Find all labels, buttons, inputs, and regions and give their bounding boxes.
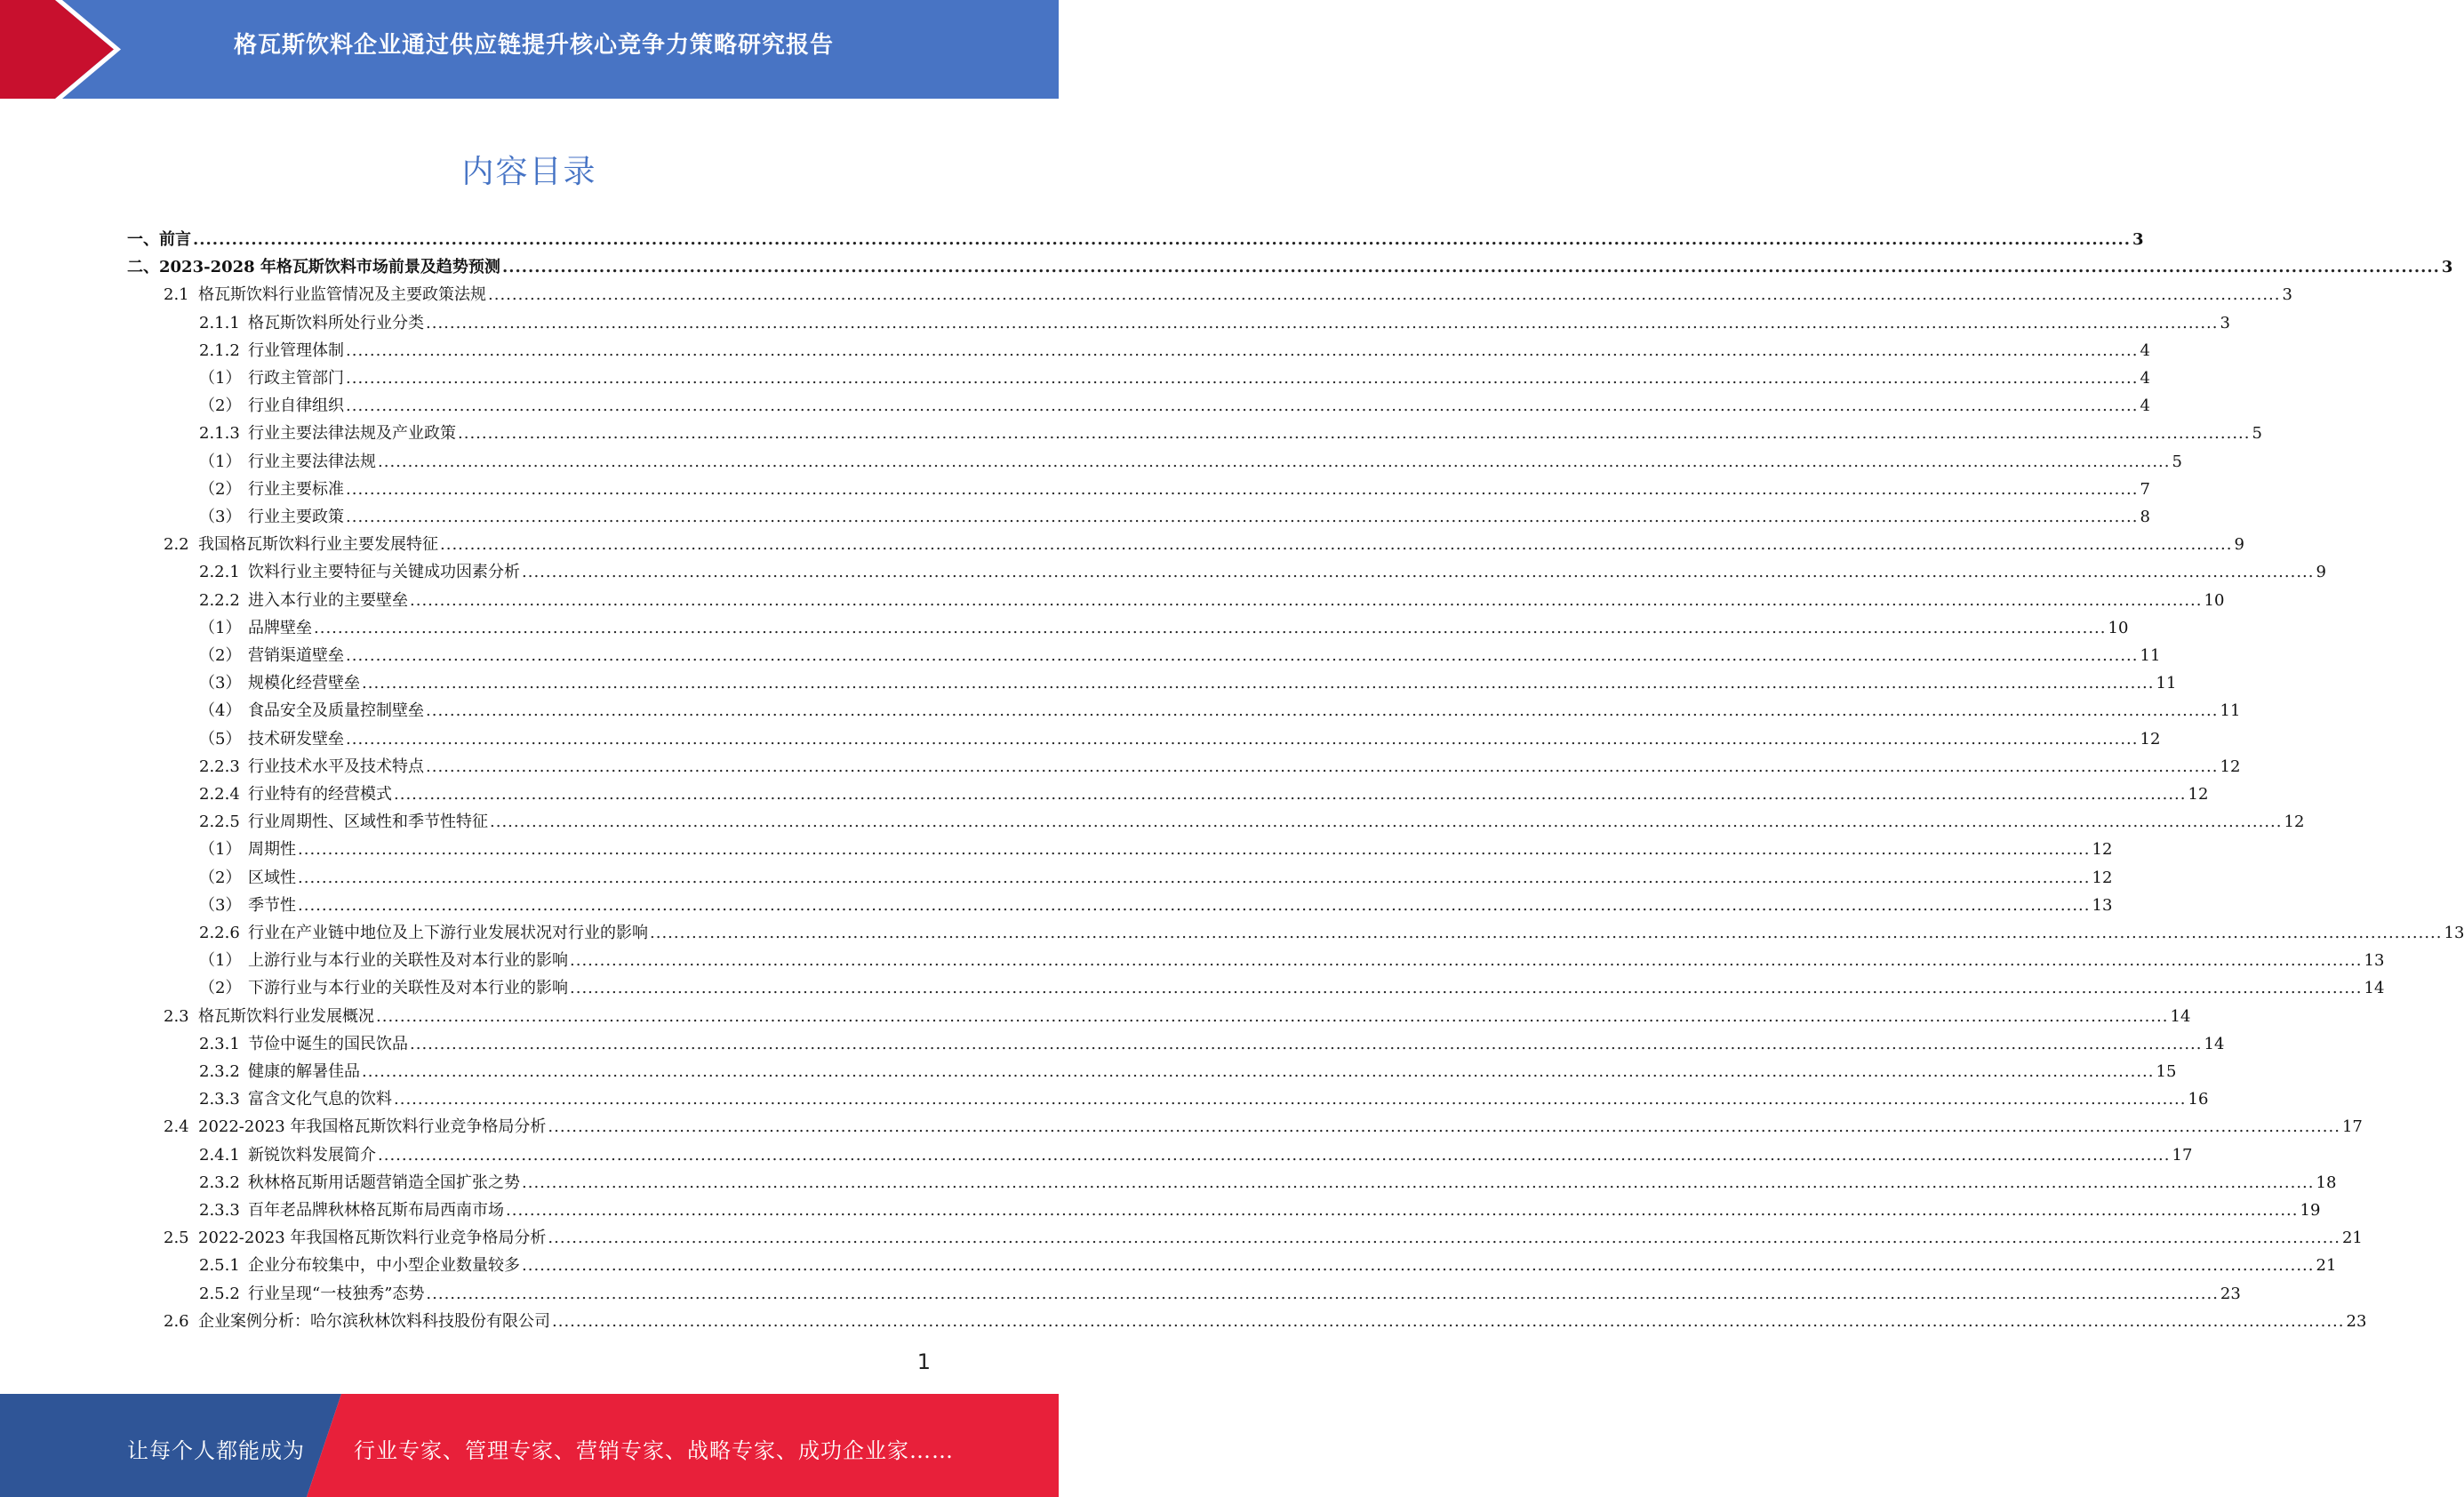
toc-entry-page: 11	[2140, 646, 2161, 665]
toc-entry[interactable]	[199, 1197, 2321, 1224]
toc-entry-label: 企业分布较集中，中小型企业数量较多	[248, 1256, 520, 1276]
toc-entry[interactable]	[199, 420, 2262, 447]
toc-entry[interactable]	[199, 1085, 2209, 1113]
toc-entry-label: 行业在产业链中地位及上下游行业发展状况对行业的影响	[248, 924, 648, 942]
toc-entry-page: 4	[2140, 396, 2150, 416]
toc-entry[interactable]	[199, 448, 2182, 476]
toc-entry[interactable]	[199, 864, 2113, 892]
toc-entry-label: 行业主要法律法规及产业政策	[248, 424, 456, 444]
toc-entry[interactable]	[199, 1030, 2225, 1058]
toc-entry-number: 2.3.2	[199, 1173, 240, 1192]
toc-entry-page: 14	[2170, 1006, 2191, 1026]
toc-entry-page: 12	[2220, 757, 2241, 776]
toc-entry-page: 3	[2132, 230, 2144, 249]
toc-entry-number: （2）	[199, 396, 242, 416]
toc-leader-dots: ............................................................................................................................................................................................................................................................................................................	[548, 1117, 2340, 1137]
toc-leader-dots: ............................................................................................................................................................................................................................................................................................................	[410, 1034, 2203, 1053]
toc-entry-label: 进入本行业的主要壁垒	[248, 590, 408, 610]
toc-entry-number: 2.2.2	[199, 590, 240, 610]
toc-entry-page: 21	[2341, 1229, 2363, 1248]
toc-entry[interactable]	[199, 1058, 2177, 1085]
toc-entry-number: （1）	[199, 951, 242, 971]
toc-entry-page: 17	[2172, 1145, 2193, 1165]
toc-entry[interactable]	[199, 309, 2230, 337]
toc-entry-page: 16	[2188, 1090, 2209, 1109]
toc-entry-page: 3	[2441, 258, 2453, 277]
toc-entry-label: 2022-2023 年我国格瓦斯饮料行业竞争格局分析	[198, 1117, 547, 1137]
page-number: 1	[916, 1349, 931, 1374]
toc-entry-number: 2.1.1	[199, 313, 240, 332]
toc-entry-label: 秋林格瓦斯用话题营销造全国扩张之势	[248, 1173, 520, 1192]
toc-entry-number: 2.5.1	[199, 1256, 240, 1276]
toc-entry-number: （2）	[199, 979, 242, 998]
toc-entry-number: （1）	[199, 840, 242, 860]
toc-leader-dots: ............................................................................................................................................................................................................................................................................................................	[440, 535, 2233, 555]
toc-leader-dots: ............................................................................................................................................................................................................................................................................................................	[522, 1173, 2315, 1192]
toc-entry-label: 前言	[159, 230, 191, 249]
toc-leader-dots: ............................................................................................................................................................................................................................................................................................................	[522, 563, 2315, 582]
toc-leader-dots: ............................................................................................................................................................................................................................................................................................................	[314, 618, 2107, 637]
toc-entry-page: 10	[2204, 590, 2225, 610]
toc-entry-label: 周期性	[248, 840, 296, 860]
toc-leader-dots: ............................................................................................................................................................................................................................................................................................................	[346, 646, 2139, 665]
toc-entry-number: （2）	[199, 868, 242, 887]
toc-entry[interactable]	[199, 892, 2113, 919]
toc-entry-number: （1）	[199, 618, 242, 637]
toc-leader-dots: ............................................................................................................................................................................................................................................................................................................	[490, 813, 2283, 832]
toc-leader-dots: ............................................................................................................................................................................................................................................................................................................	[376, 1006, 2169, 1026]
toc-leader-dots: ............................................................................................................................................................................................................................................................................................................	[506, 1201, 2299, 1220]
footer-band	[0, 1394, 1059, 1497]
toc-entry-number: （3）	[199, 895, 242, 915]
toc-entry-page: 14	[2204, 1034, 2225, 1053]
toc-leader-dots: ............................................................................................................................................................................................................................................................................................................	[346, 508, 2139, 526]
toc-leader-dots: ............................................................................................................................................................................................................................................................................................................	[570, 951, 2363, 971]
toc-entry-label: 格瓦斯饮料所处行业分类	[248, 313, 424, 332]
toc-entry-number: 2.3.3	[199, 1201, 240, 1220]
toc-entry-label: 营销渠道壁垒	[248, 646, 344, 665]
toc-leader-dots: ............................................................................................................................................................................................................................................................................................................	[346, 369, 2139, 388]
toc-entry-page: 12	[2092, 840, 2113, 860]
toc-entry-page: 18	[2316, 1173, 2337, 1192]
toc-entry-page: 4	[2140, 369, 2150, 388]
toc-leader-dots: ............................................................................................................................................................................................................................................................................................................	[426, 1284, 2219, 1303]
toc-entry[interactable]	[164, 281, 2292, 308]
toc-entry-label: 行业技术水平及技术特点	[248, 757, 424, 776]
toc-leader-dots: ............................................................................................................................................................................................................................................................................................................	[298, 895, 2091, 915]
toc-entry-label: 我国格瓦斯饮料行业主要发展特征	[198, 535, 438, 555]
toc-entry-label: 行业主要标准	[248, 479, 344, 499]
toc-entry-page: 5	[2172, 452, 2182, 471]
toc-leader-dots: ............................................................................................................................................................................................................................................................................................................	[346, 729, 2139, 748]
toc-entry-number: 2.1.2	[199, 340, 240, 360]
toc-entry-number: 二、	[127, 258, 159, 277]
toc-entry-page: 3	[2282, 285, 2292, 305]
toc-leader-dots: ............................................................................................................................................................................................................................................................................................................	[426, 313, 2219, 332]
toc-entry-label: 行业主要法律法规	[248, 452, 376, 471]
toc-entry-page: 7	[2140, 479, 2150, 499]
toc-entry-number: （1）	[199, 369, 242, 388]
toc-entry-label: 行业自律组织	[248, 396, 344, 416]
toc-entry[interactable]	[164, 531, 2244, 558]
toc-entry[interactable]	[164, 1308, 2367, 1335]
footer-slogan-left: 让每个人都能成为	[127, 1438, 305, 1463]
toc-leader-dots: ............................................................................................................................................................................................................................................................................................................	[193, 230, 2131, 249]
toc-entry[interactable]	[199, 642, 2161, 669]
toc-entry-number: 2.2.4	[199, 785, 240, 804]
toc-leader-dots: ............................................................................................................................................................................................................................................................................................................	[362, 674, 2155, 693]
toc-entry-label: 行业主要政策	[248, 508, 344, 526]
toc-entry-number: 2.4	[164, 1117, 189, 1137]
toc-entry-page: 13	[2092, 895, 2113, 915]
toc-entry-label: 格瓦斯饮料行业发展概况	[198, 1006, 374, 1026]
toc-entry-label: 格瓦斯饮料行业监管情况及主要政策法规	[198, 285, 486, 305]
toc-entry-page: 9	[2234, 535, 2244, 555]
toc-entry[interactable]	[164, 1224, 2363, 1252]
toc-entry-page: 21	[2316, 1256, 2337, 1276]
toc-entry[interactable]	[199, 392, 2150, 420]
toc-leader-dots: ............................................................................................................................................................................................................................................................................................................	[488, 285, 2281, 305]
toc-leader-dots: ............................................................................................................................................................................................................................................................................................................	[426, 701, 2219, 721]
toc-entry-label: 节俭中诞生的国民饮品	[248, 1034, 408, 1053]
toc-entry-number: （1）	[199, 452, 242, 471]
toc-entry[interactable]	[199, 1280, 2241, 1308]
toc-entry-page: 15	[2156, 1062, 2177, 1081]
toc-leader-dots: ............................................................................................................................................................................................................................................................................................................	[650, 924, 2443, 942]
toc-entry[interactable]	[199, 364, 2150, 392]
toc-entry[interactable]	[199, 753, 2241, 781]
toc-entry-number: 2.2.6	[199, 924, 240, 942]
toc-entry[interactable]	[164, 1003, 2191, 1030]
toc-entry-number: 2.3.2	[199, 1062, 240, 1081]
toc-entry[interactable]	[199, 476, 2150, 503]
toc-leader-dots: ............................................................................................................................................................................................................................................................................................................	[346, 340, 2139, 360]
toc-leader-dots: ............................................................................................................................................................................................................................................................................................................	[548, 1229, 2340, 1248]
toc-entry-page: 12	[2284, 813, 2305, 832]
toc-entry-number: 2.4.1	[199, 1145, 240, 1165]
toc-entry-page: 9	[2316, 563, 2326, 582]
toc-entry-number: （2）	[199, 646, 242, 665]
toc-entry[interactable]	[199, 587, 2225, 614]
toc-entry-label: 行政主管部门	[248, 369, 344, 388]
toc-entry-number: 2.5	[164, 1229, 189, 1248]
toc-entry-page: 23	[2220, 1284, 2241, 1303]
toc-entry-number: 2.1.3	[199, 424, 240, 444]
toc-entry[interactable]	[199, 614, 2129, 642]
toc-entry[interactable]	[164, 1113, 2363, 1141]
toc-entry-page: 17	[2341, 1117, 2363, 1137]
toc-entry-number: 2.1	[164, 285, 189, 305]
footer-slogan-right: 行业专家、管理专家、营销专家、战略专家、成功企业家……	[354, 1438, 954, 1463]
toc-entry-label: 新锐饮料发展简介	[248, 1145, 376, 1165]
toc-entry-label: 行业周期性、区域性和季节性特征	[248, 813, 488, 832]
toc-entry[interactable]	[199, 947, 2385, 974]
toc-entry-label: 行业管理体制	[248, 340, 344, 360]
toc-entry-label: 企业案例分析：哈尔滨秋林饮料科技股份有限公司	[198, 1311, 550, 1331]
toc-entry-number: 一、	[127, 230, 159, 249]
toc-entry[interactable]	[127, 226, 2144, 253]
toc-entry-label: 2023-2028 年格瓦斯饮料市场前景及趋势预测	[159, 258, 500, 277]
toc-entry[interactable]	[199, 1169, 2337, 1197]
toc-entry-number: （3）	[199, 508, 242, 526]
toc-entry-label: 行业特有的经营模式	[248, 785, 392, 804]
toc-leader-dots: ............................................................................................................................................................................................................................................................................................................	[346, 479, 2139, 499]
toc-entry-page: 14	[2364, 979, 2385, 998]
toc-entry[interactable]	[199, 836, 2113, 863]
toc-entry-page: 8	[2140, 508, 2150, 526]
toc-entry-number: 2.2.5	[199, 813, 240, 832]
toc-entry-number: 2.2	[164, 535, 189, 555]
toc-entry-page: 12	[2188, 785, 2209, 804]
toc-entry-label: 下游行业与本行业的关联性及对本行业的影响	[248, 979, 568, 998]
toc-entry-page: 4	[2140, 340, 2150, 360]
toc-leader-dots: ............................................................................................................................................................................................................................................................................................................	[570, 979, 2363, 998]
toc-entry[interactable]	[199, 974, 2385, 1002]
toc-entry-label: 食品安全及质量控制壁垒	[248, 701, 424, 721]
toc-entry-number: 2.3	[164, 1006, 189, 1026]
toc-entry-label: 规模化经营壁垒	[248, 674, 360, 693]
toc-entry[interactable]	[199, 919, 2464, 947]
toc-entry-page: 23	[2346, 1311, 2367, 1331]
toc-entry-label: 技术研发壁垒	[248, 729, 344, 748]
toc-entry[interactable]	[199, 808, 2305, 836]
toc-leader-dots: ............................................................................................................................................................................................................................................................................................................	[426, 757, 2219, 776]
toc-entry-label: 饮料行业主要特征与关键成功因素分析	[248, 563, 520, 582]
toc-leader-dots: ............................................................................................................................................................................................................................................................................................................	[346, 396, 2139, 416]
toc-entry-number: 2.2.1	[199, 563, 240, 582]
toc-leader-dots: ............................................................................................................................................................................................................................................................................................................	[362, 1062, 2155, 1081]
toc-entry-number: （3）	[199, 674, 242, 693]
toc-entry[interactable]	[199, 725, 2161, 753]
toc-entry-label: 区域性	[248, 868, 296, 887]
toc-entry-number: 2.6	[164, 1311, 189, 1331]
toc-entry-number: （5）	[199, 729, 242, 748]
toc-entry-page: 19	[2300, 1201, 2321, 1220]
toc-leader-dots: ............................................................................................................................................................................................................................................................................................................	[501, 258, 2440, 277]
toc-entry[interactable]	[199, 697, 2241, 724]
toc-entry-label: 上游行业与本行业的关联性及对本行业的影响	[248, 951, 568, 971]
toc-leader-dots: ............................................................................................................................................................................................................................................................................................................	[458, 424, 2251, 444]
toc-entry-page: 3	[2220, 313, 2230, 332]
toc-leader-dots: ............................................................................................................................................................................................................................................................................................................	[522, 1256, 2315, 1276]
toc-entry-label: 品牌壁垒	[248, 618, 312, 637]
toc-leader-dots: ............................................................................................................................................................................................................................................................................................................	[378, 452, 2171, 471]
toc-entry-page: 11	[2220, 701, 2241, 721]
toc-entry-number: （4）	[199, 701, 242, 721]
toc-entry[interactable]	[199, 1252, 2337, 1279]
toc-leader-dots: ............................................................................................................................................................................................................................................................................................................	[298, 868, 2091, 887]
toc-entry-page: 5	[2252, 424, 2262, 444]
toc-entry-page: 12	[2092, 868, 2113, 887]
toc-entry[interactable]	[199, 1141, 2193, 1169]
header-band	[0, 0, 1059, 99]
toc-title: 内容目录	[461, 154, 597, 190]
toc-entry-label: 富含文化气息的饮料	[248, 1090, 392, 1109]
report-title: 格瓦斯饮料企业通过供应链提升核心竞争力策略研究报告	[233, 32, 834, 59]
toc-leader-dots: ............................................................................................................................................................................................................................................................................................................	[378, 1145, 2171, 1165]
toc-leader-dots: ............................................................................................................................................................................................................................................................................................................	[394, 785, 2187, 804]
toc-leader-dots: ............................................................................................................................................................................................................................................................................................................	[410, 590, 2203, 610]
toc-entry-page: 13	[2364, 951, 2385, 971]
toc-entry-label: 季节性	[248, 895, 296, 915]
toc-entry[interactable]	[199, 558, 2326, 586]
toc-entry-number: 2.3.1	[199, 1034, 240, 1053]
toc-leader-dots: ............................................................................................................................................................................................................................................................................................................	[298, 840, 2091, 860]
toc-entry-number: 2.3.3	[199, 1090, 240, 1109]
toc-leader-dots: ............................................................................................................................................................................................................................................................................................................	[394, 1090, 2187, 1109]
toc-entry-label: 2022-2023 年我国格瓦斯饮料行业竞争格局分析	[198, 1229, 547, 1248]
toc-entry-number: （2）	[199, 479, 242, 499]
toc-entry-page: 13	[2444, 924, 2464, 942]
toc-entry-label: 健康的解暑佳品	[248, 1062, 360, 1081]
toc-entry[interactable]	[199, 337, 2150, 364]
toc-entry-page: 11	[2156, 674, 2177, 693]
toc-entry-number: 2.5.2	[199, 1284, 240, 1303]
toc-entry[interactable]	[127, 253, 2453, 281]
toc-entry-label: 行业呈现“一枝独秀”态势	[248, 1284, 425, 1303]
toc-entry-label: 百年老品牌秋林格瓦斯布局西南市场	[248, 1201, 504, 1220]
toc-entry[interactable]	[199, 781, 2209, 808]
toc-entry[interactable]	[199, 503, 2150, 531]
toc-entry-page: 12	[2140, 729, 2161, 748]
toc-leader-dots: ............................................................................................................................................................................................................................................................................................................	[552, 1311, 2345, 1331]
toc-entry[interactable]	[199, 669, 2177, 697]
toc-entry-number: 2.2.3	[199, 757, 240, 776]
toc-entry-page: 10	[2108, 618, 2129, 637]
